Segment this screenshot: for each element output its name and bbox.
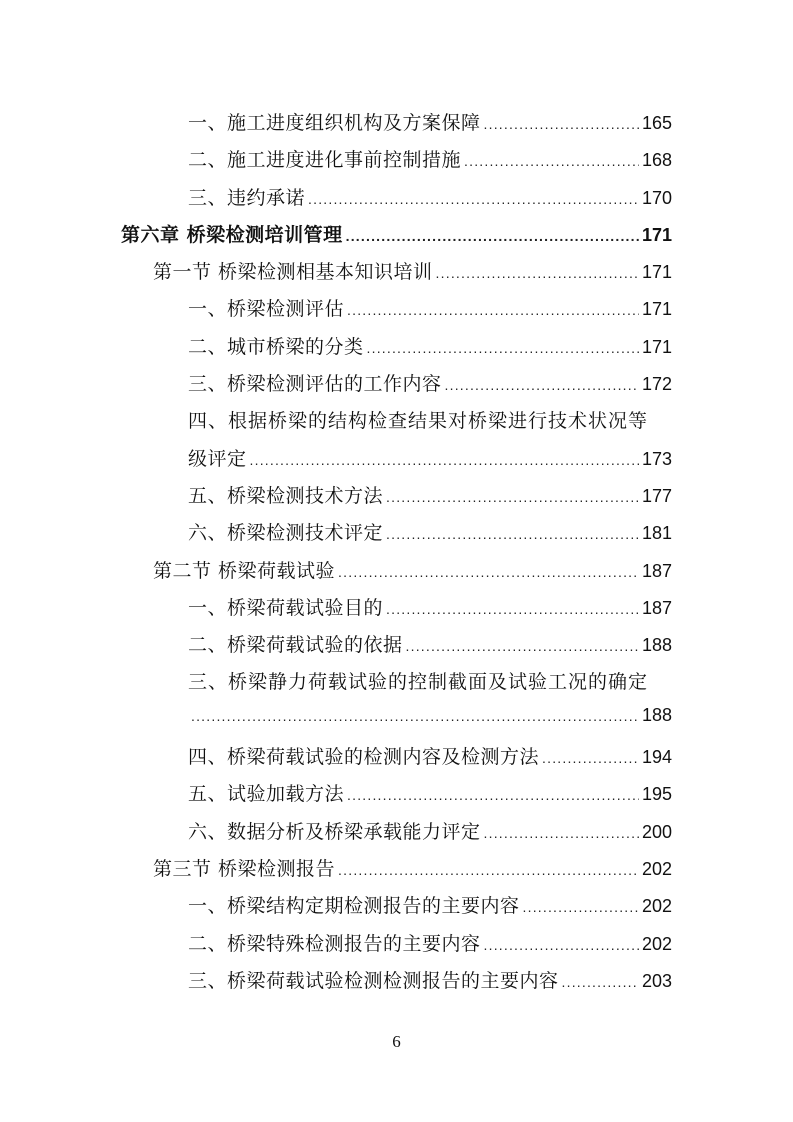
toc-entry-title: 第三节 桥梁检测报告	[153, 857, 336, 880]
toc-entry[interactable]	[0, 659, 793, 696]
toc-entry-title: 二、桥梁特殊检测报告的主要内容	[188, 932, 481, 955]
toc-entry-title: 二、桥梁荷载试验的依据	[188, 634, 403, 657]
dot-leader	[386, 489, 639, 505]
toc-line	[188, 817, 672, 844]
toc-entry-title: 四、桥梁荷载试验的检测内容及检测方法	[188, 746, 540, 769]
toc-entry-title: 第二节 桥梁荷载试验	[153, 559, 336, 582]
toc-page-number: 170	[641, 187, 672, 208]
dot-leader	[386, 601, 639, 617]
toc-page-number: 171	[641, 336, 672, 357]
toc-page-number: 171	[641, 224, 672, 245]
toc-entry-title: 一、施工进度组织机构及方案保障	[188, 112, 481, 134]
toc-entry[interactable]	[0, 548, 793, 585]
dot-leader	[436, 265, 639, 281]
toc-entry[interactable]	[0, 249, 793, 286]
dot-leader	[338, 564, 639, 580]
toc-entry[interactable]	[0, 622, 793, 659]
toc-line	[188, 966, 672, 993]
toc-line	[188, 332, 672, 359]
toc-page-number: 200	[641, 821, 672, 842]
toc-page-number: 165	[641, 113, 672, 133]
toc-line	[188, 294, 672, 321]
dot-leader	[445, 377, 639, 393]
dot-leader	[367, 340, 639, 356]
page-number: 6	[392, 1032, 401, 1051]
toc-page-number: 188	[641, 704, 672, 725]
toc-page-number: 195	[641, 784, 672, 805]
toc-line	[188, 630, 672, 657]
dot-leader	[346, 228, 639, 244]
toc-line	[188, 108, 672, 135]
toc-entry[interactable]	[0, 921, 793, 958]
toc-line	[188, 145, 672, 172]
toc-entry[interactable]	[0, 697, 793, 734]
dot-leader	[406, 638, 639, 654]
toc-entry[interactable]	[0, 324, 793, 361]
toc-page-number: 181	[641, 523, 672, 544]
dot-leader	[562, 974, 639, 990]
dot-leader	[338, 862, 639, 878]
toc-entry-title: 五、试验加载方法	[188, 783, 345, 806]
toc-line	[188, 444, 672, 471]
toc-entry[interactable]	[0, 883, 793, 920]
toc-page-number: 188	[641, 635, 672, 656]
toc-entry[interactable]	[0, 436, 793, 473]
toc-entry[interactable]	[0, 585, 793, 622]
toc-line	[188, 518, 672, 545]
toc-entry[interactable]	[0, 846, 793, 883]
toc-entry[interactable]	[0, 510, 793, 547]
dot-leader	[386, 526, 639, 542]
toc-page-number: 203	[641, 970, 672, 991]
toc-line	[121, 220, 672, 247]
toc-line	[153, 257, 672, 284]
toc-entry[interactable]	[0, 175, 793, 212]
toc-page-number: 171	[641, 299, 672, 320]
toc-page-number: 177	[641, 485, 672, 506]
toc-line	[188, 593, 672, 620]
toc-page-number: 202	[641, 896, 672, 917]
toc-entry[interactable]	[0, 473, 793, 510]
toc-entry[interactable]	[0, 809, 793, 846]
dot-leader	[523, 899, 639, 915]
toc-entry-title: 三、桥梁静力荷载试验的控制截面及试验工况的确定	[188, 671, 649, 694]
toc-entry[interactable]	[0, 137, 793, 174]
toc-entry-title: 一、桥梁检测评估	[188, 298, 345, 321]
toc-entry[interactable]	[0, 212, 793, 249]
toc-page-number: 173	[641, 448, 672, 469]
dot-leader	[250, 452, 639, 468]
toc-entry[interactable]	[0, 734, 793, 771]
toc-line	[188, 929, 672, 956]
toc-entry-title: 一、桥梁结构定期检测报告的主要内容	[188, 895, 520, 918]
dot-leader	[484, 825, 639, 841]
dot-leader	[484, 116, 639, 132]
dot-leader	[464, 153, 639, 169]
toc-line	[188, 481, 672, 508]
toc-entry-title: 二、施工进度进化事前控制措施	[188, 149, 462, 172]
toc-entry-title: 二、城市桥梁的分类	[188, 335, 364, 358]
toc-entry[interactable]	[0, 771, 793, 808]
toc-line	[188, 742, 672, 769]
toc-entry[interactable]	[0, 286, 793, 323]
toc-entry-title: 五、桥梁检测技术方法	[188, 484, 384, 507]
toc-entry-title: 第一节 桥梁检测相基本知识培训	[153, 261, 433, 284]
toc-entry-title: 三、桥梁荷载试验检测检测报告的主要内容	[188, 969, 559, 992]
toc-entry[interactable]	[0, 361, 793, 398]
toc-line	[153, 854, 672, 881]
dot-leader	[484, 937, 639, 953]
toc-line	[188, 779, 672, 806]
toc-entry-title: 三、违约承诺	[188, 186, 306, 209]
toc-page-number: 187	[641, 597, 672, 618]
toc-line	[188, 183, 672, 210]
dot-leader	[542, 750, 639, 766]
toc-entry-title: 三、桥梁检测评估的工作内容	[188, 373, 442, 396]
dot-leader	[347, 787, 639, 803]
toc-page-number: 187	[641, 560, 672, 581]
dot-leader	[308, 191, 639, 207]
toc-page-number: 171	[641, 262, 672, 283]
dot-leader	[347, 302, 639, 318]
toc-entry-title: 四、根据桥梁的结构检查结果对桥梁进行技术状况等	[188, 410, 649, 433]
toc-entry-title: 第六章 桥梁检测培训管理	[121, 223, 343, 246]
toc-entry-title: 六、数据分析及桥梁承载能力评定	[188, 820, 481, 843]
toc-page-number: 172	[641, 374, 672, 395]
toc-line	[188, 891, 672, 918]
toc-entry-title: 六、桥梁检测技术评定	[188, 522, 384, 545]
toc-entry[interactable]	[0, 958, 793, 995]
toc-page-number: 194	[641, 747, 672, 768]
table-of-contents	[0, 100, 793, 995]
toc-page-number: 202	[641, 858, 672, 879]
dot-leader	[191, 708, 639, 724]
toc-page-number: 202	[641, 933, 672, 954]
toc-entry[interactable]	[0, 100, 793, 137]
toc-page-number: 168	[641, 150, 672, 171]
toc-line	[153, 556, 672, 583]
toc-line	[188, 705, 672, 726]
toc-entry[interactable]	[0, 398, 793, 435]
toc-line	[188, 369, 672, 396]
toc-entry-title: 级评定	[188, 447, 247, 470]
toc-entry-title: 一、桥梁荷载试验目的	[188, 596, 384, 619]
